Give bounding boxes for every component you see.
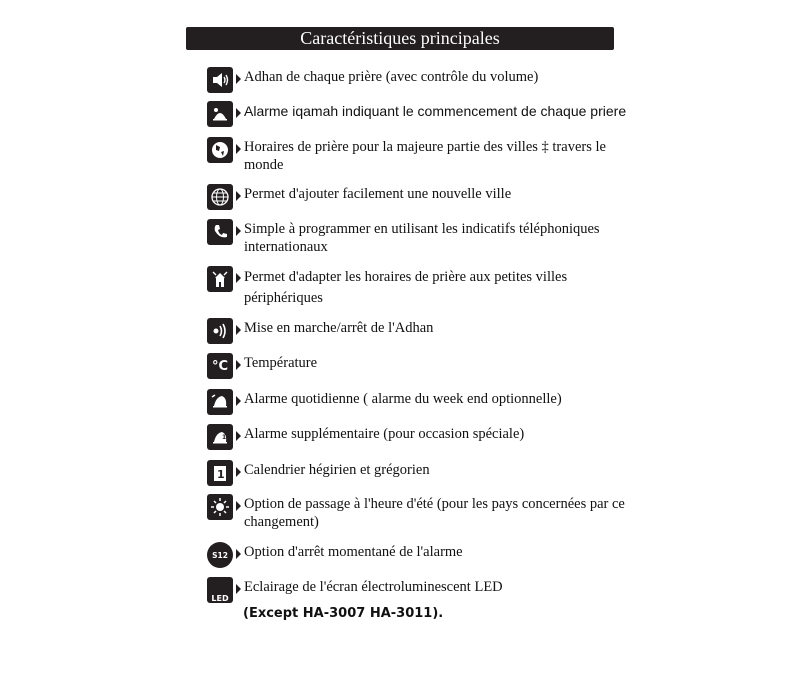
bell-alarm-icon [207, 389, 233, 415]
globe-icon [207, 137, 233, 163]
bell-plus-icon [207, 424, 233, 450]
city-adjust-icon [207, 266, 233, 292]
svg-text:1: 1 [217, 468, 225, 481]
bullet-arrow [236, 191, 241, 201]
alarm-bell-icon [207, 101, 233, 127]
feature-label: Simple à programmer en utilisant les indicatifs téléphoniques internationaux [244, 221, 600, 255]
bullet-arrow [236, 226, 241, 236]
feature-label: Option d'arrêt momentané de l'alarme [244, 544, 463, 560]
snooze-icon: S12 [207, 542, 233, 568]
sun-icon [207, 494, 233, 520]
grid-globe-icon [207, 184, 233, 210]
bullet-arrow [236, 584, 241, 594]
feature-label: Alarme iqamah indiquant le commencement de chaque priere [244, 103, 627, 119]
bullet-arrow [236, 467, 241, 477]
celsius-icon: °C [207, 353, 233, 379]
feature-label: Adhan de chaque prière (avec contrôle du volume) [244, 69, 539, 85]
feature-label: Alarme quotidienne ( alarme du week end optionnelle) [244, 391, 562, 407]
led-icon: LED [207, 577, 233, 603]
feature-label: Température [244, 355, 318, 371]
bullet-arrow [236, 431, 241, 441]
feature-label: Permet d'ajouter facilement une nouvelle ville [244, 186, 512, 202]
speaker-icon [207, 67, 233, 93]
feature-label: Alarme supplémentaire (pour occasion spéciale) [244, 426, 525, 442]
feature-label: Option de passage à l'heure d'été (pour les pays concernées par ce changement) [244, 496, 625, 530]
feature-label: Eclairage de l'écran électroluminescent LED [244, 579, 503, 595]
bullet-arrow [236, 396, 241, 406]
feature-label: Permet d'adapter les horaires de prière aux petites villes périphériques [244, 269, 568, 306]
feature-label: Horaires de prière pour la majeure partie des villes ‡ travers le monde [244, 139, 606, 173]
model-exception-note: (Except HA-3007 HA-3011). [243, 606, 444, 621]
bullet-arrow [236, 501, 241, 511]
bullet-arrow [236, 549, 241, 559]
bullet-arrow [236, 325, 241, 335]
feature-label: Mise en marche/arrêt de l'Adhan [244, 320, 434, 336]
feature-label: Calendrier hégirien et grégorien [244, 462, 430, 478]
bullet-arrow [236, 144, 241, 154]
bullet-arrow [236, 273, 241, 283]
bullet-arrow [236, 74, 241, 84]
calendar-icon [207, 460, 233, 486]
sound-waves-icon [207, 318, 233, 344]
phone-icon [207, 219, 233, 245]
svg-text:1: 1 [222, 434, 227, 441]
bullet-arrow [236, 108, 241, 118]
section-title: Caractéristiques principales [186, 27, 614, 50]
bullet-arrow [236, 360, 241, 370]
